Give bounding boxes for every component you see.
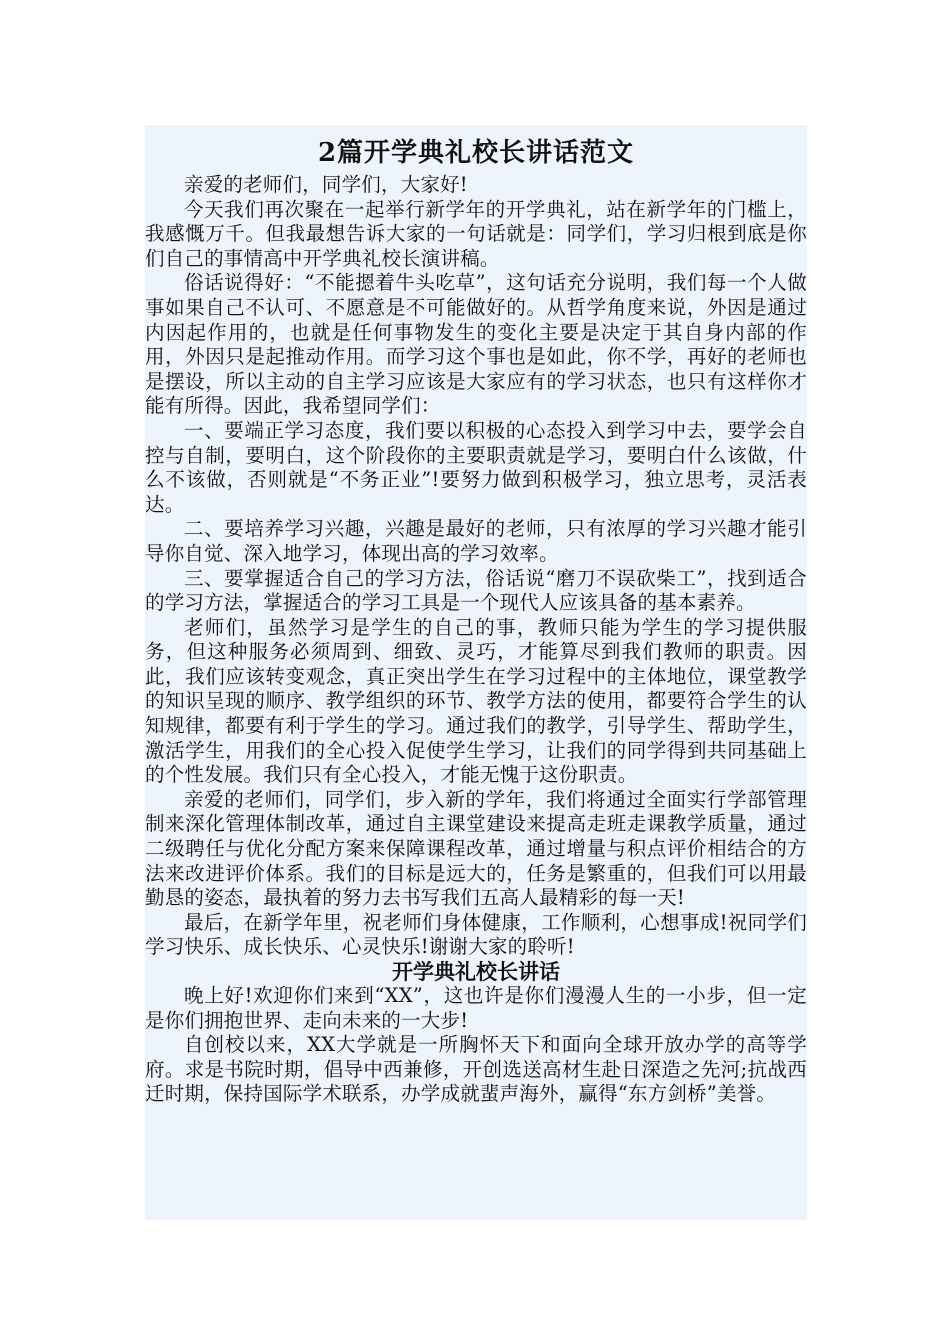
paragraph-point-one: 一、要端正学习态度，我们要以积极的心态投入到学习中去，要学会自控与自制，要明白，这个阶段你的主要职责就是学习，要明白什么该做，什么不该做，否则就是“不务正业”!要努力做到积极学习，独立思考，灵活表达。	[145, 418, 807, 516]
paragraph-teachers: 老师们，虽然学习是学生的自己的事，教师只能为学生的学习提供服务，但这种服务必须周到、细致、灵巧，才能算尽到我们教师的职责。因此，我们应该转变观念，真正突出学生在学习过程中的主体地位，课堂教学的知识呈现的顺序、教学组织的环节、教学方法的使用，都要符合学生的认知规律，都要有利于学生的学习。通过我们的教学，引导学生、帮助学生，激活学生，用我们的全心投入促使学生学习，让我们的同学得到共同基础上的个性发展。我们只有全心投入，才能无愧于这份职责。	[145, 615, 807, 787]
section-two-title: 开学典礼校长讲话	[392, 959, 560, 984]
paragraph-point-two: 二、要培养学习兴趣，兴趣是最好的老师，只有浓厚的学习兴趣才能引导你自觉、深入地学习，体现出高的学习效率。	[145, 517, 807, 565]
paragraph-history: 自创校以来，XX大学就是一所胸怀天下和面向全球开放办学的高等学府。求是书院时期，倡导中西兼修，开创选送高材生赴日深造之先河;抗战西迁时期，保持国际学术联系，办学成就蜚声海外，赢得“东方剑桥”美誉。	[145, 1033, 807, 1106]
speech-one	[145, 173, 807, 960]
paragraph-greeting: 亲爱的老师们，同学们，大家好!	[184, 173, 468, 196]
paragraph-opening: 今天我们再次聚在一起举行新学年的开学典礼，站在新学年的门槛上，我感慨万千。但我最想告诉大家的一句话就是：同学们，学习归根到底是你们自己的事情高中开学典礼校长演讲稿。	[145, 197, 807, 270]
paragraph-reform: 亲爱的老师们，同学们，步入新的学年，我们将通过全面实行学部管理制来深化管理体制改革，通过自主课堂建设来提高走班走课教学质量，通过二级聘任与优化分配方案来保障课程改革，通过增量与积点评价相结合的方法来改进评价体系。我们的目标是远大的，任务是繁重的，但我们可以用最勤恳的姿态，最执着的努力去书写我们五高人最精彩的每一天!	[145, 787, 807, 910]
paragraph-closing: 最后，在新学年里，祝老师们身体健康，工作顺利，心想事成!祝同学们学习快乐、成长快乐、心灵快乐!谢谢大家的聆听!	[145, 910, 807, 959]
document-title: 2篇开学典礼校长讲话范文	[317, 138, 635, 168]
paragraph-point-three: 三、要掌握适合自己的学习方法，俗话说“磨刀不误砍柴工”，找到适合的学习方法，掌握适合的学习工具是一个现代人应该具备的基本素养。	[145, 566, 807, 615]
paragraph-welcome: 晚上好!欢迎你们来到“XX”，这也许是你们漫漫人生的一小步，但一定是你们拥抱世界、走向未来的一大步!	[145, 984, 807, 1032]
document-page	[145, 125, 807, 1220]
speech-two	[145, 984, 807, 1107]
paragraph-proverb: 俗话说得好：“不能摁着牛头吃草”，这句话充分说明，我们每一个人做事如果自己不认可、不愿意是不可能做好的。从哲学角度来说，外因是通过内因起作用的，也就是任何事物发生的变化主要是决定于其自身内部的作用，外因只是起推动作用。而学习这个事也是如此，你不学，再好的老师也是摆设，所以主动的自主学习应该是大家应有的学习状态，也只有这样你才能有所得。因此，我希望同学们：	[145, 271, 807, 418]
